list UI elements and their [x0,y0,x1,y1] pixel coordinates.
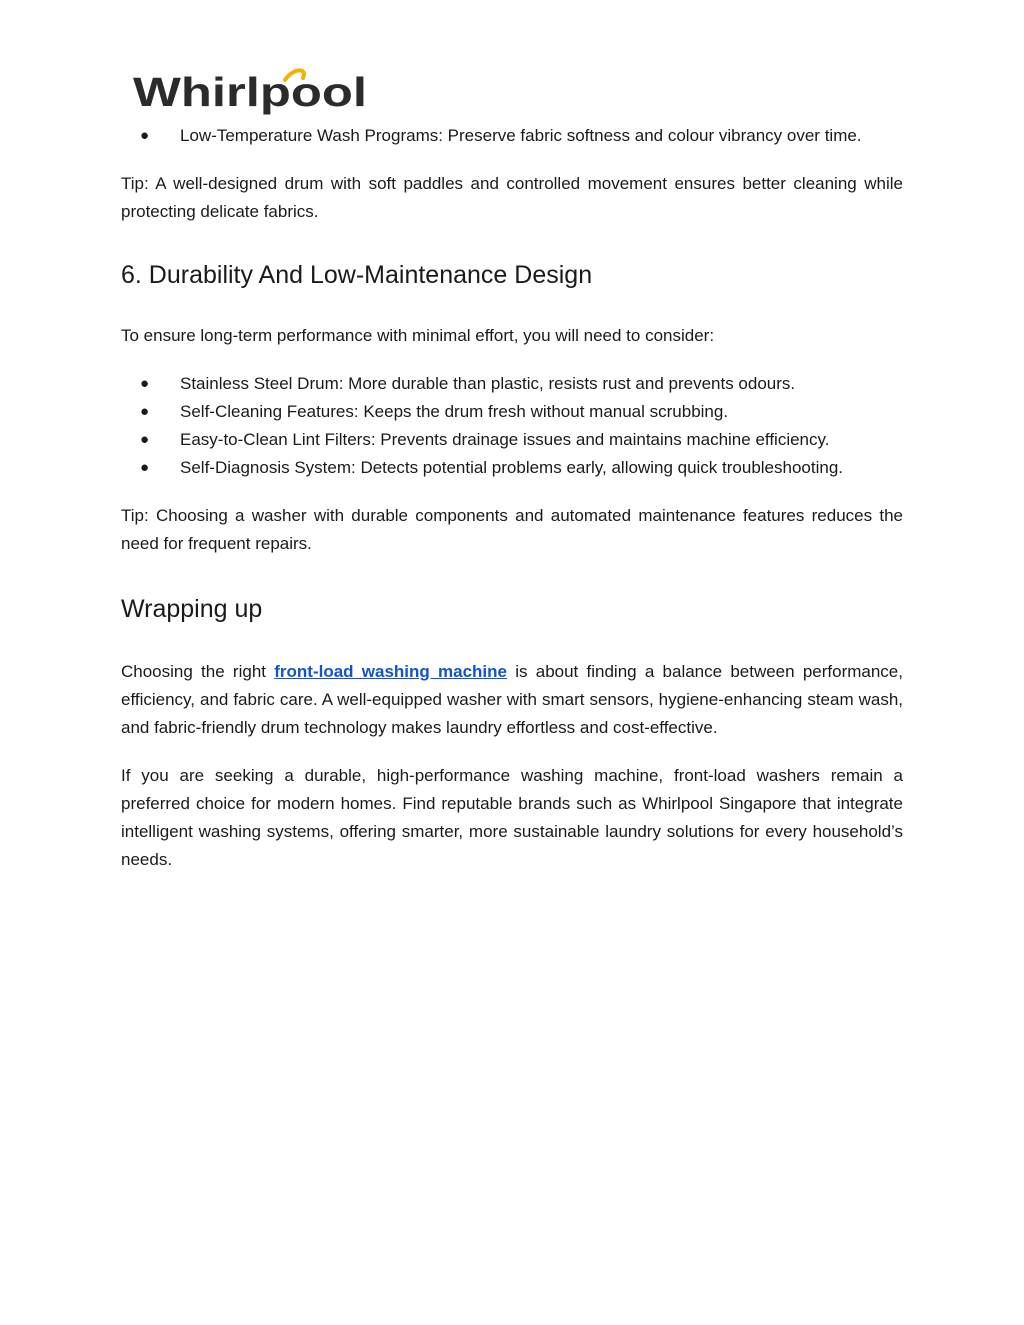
section-heading-wrapping-up: Wrapping up [121,595,263,623]
list-item [121,426,903,454]
paragraph-text: Choosing the right [121,662,275,681]
whirlpool-logo-graphic [133,66,369,118]
document-body [121,122,903,874]
whirlpool-logo [133,66,369,118]
tip-paragraph: Tip: Choosing a washer with durable components and automated maintenance features reduces the need for frequent repairs. [121,506,903,553]
list-item [121,398,903,426]
list-item-text: Easy-to-Clean Lint Filters: Prevents drainage issues and maintains machine efficiency. [180,430,830,449]
bullet-icon: ● [140,127,150,144]
wrapping-up-paragraph-2: If you are seeking a durable, high-performance washing machine, front-load washers remain a preferred choice for modern homes. Find reputable brands such as Whirlpool Singapore that integrate intelligent washing systems, offering smarter, more sustainable laundry solutions for every household’s needs. [121,766,903,869]
paragraph-text: is about finding a balance between performance, efficiency, and fabric care. A well-equipped washer with smart sensors, hygiene-enhancing steam wash, and fabric-friendly drum technology makes laundry effortless and cost-effective. [121,662,903,737]
durability-bullet-list [121,370,903,482]
list-item [121,454,903,482]
tip-paragraph: Tip: A well-designed drum with soft paddles and controlled movement ensures better cleaning while protecting delicate fabrics. [121,174,903,221]
list-item-text: Stainless Steel Drum: More durable than plastic, resists rust and prevents odours. [180,374,796,393]
continued-bullet-list [121,122,903,150]
front-load-washing-machine-link[interactable]: front-load washing machine [274,662,507,681]
section-heading-durability: 6. Durability And Low-Maintenance Design [121,261,593,289]
bullet-icon: ● [140,375,150,392]
logo-text: Whirlpool [133,69,367,115]
list-item [121,370,903,398]
list-item-text: Self-Cleaning Features: Keeps the drum fresh without manual scrubbing. [180,402,729,421]
list-item [121,122,903,150]
wrapping-up-paragraph-1 [121,658,903,742]
list-item-text: Self-Diagnosis System: Detects potential problems early, allowing quick troubleshooting. [180,458,844,477]
bullet-icon: ● [140,431,150,448]
bullet-icon: ● [140,459,150,476]
bullet-icon: ● [140,403,150,420]
section-intro: To ensure long-term performance with minimal effort, you will need to consider: [121,326,715,345]
list-item-text: Low-Temperature Wash Programs: Preserve fabric softness and colour vibrancy over time. [180,126,862,145]
